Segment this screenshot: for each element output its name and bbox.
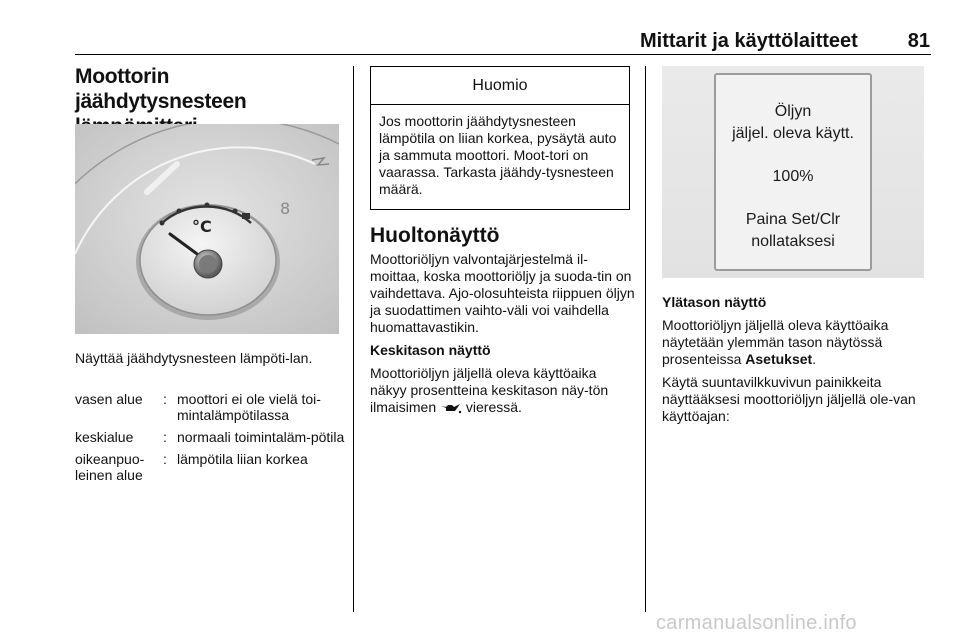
definition-separator: : [163, 429, 167, 445]
gauge-intro-text: Näyttää jäähdytysnesteen lämpöti-lan. [75, 350, 313, 366]
upper-level-paragraph-2: Käytä suuntavilkkuvivun painikkeita näyttääksesi moottoriöljyn jäljellä ole-van käyttöajan: [662, 374, 916, 424]
section-title-coolant-gauge: Moottorin jäähdytysnesteen [75, 65, 247, 113]
display-line-2: jäljel. oleva käytt. [732, 125, 854, 142]
mid-level-paragraph [370, 365, 636, 418]
gauge-unit-label: °C [192, 217, 212, 236]
watermark: carmanualsonline.info [656, 612, 857, 634]
definition-row [75, 429, 345, 445]
definition-term: keskialue [75, 429, 134, 445]
service-intro-paragraph: Moottoriöljyn valvontajärjestelmä il-moittaa, koska moottoriöljy ja suoda-tin on vaihdettava. Ajo-olosuhteista riippuen öljyn ja suodattimen vaihto-väli voi vaihdella huomattavastikin. [370, 251, 635, 335]
column-divider-1 [353, 66, 354, 612]
page-header-title: Mittarit ja käyttölaitteet [640, 30, 858, 52]
mid-level-text-before: Moottoriöljyn jäljellä oleva käyttöaika näkyy prosentteina keskitason näy-tön ilmaisimen [370, 365, 609, 415]
column-divider-2 [645, 66, 646, 612]
settings-term: Asetukset [745, 351, 813, 367]
service-display-text [370, 251, 636, 418]
definition-separator: : [163, 451, 167, 467]
oil-can-icon [440, 401, 462, 418]
upper-level-display-figure [662, 66, 924, 278]
upper-level-text-before: Moottoriöljyn jäljellä oleva käyttöaika näytetään ylemmän tason näytössä prosenteissa [662, 317, 889, 367]
notice-box [370, 66, 630, 210]
header-rule [75, 54, 931, 55]
mid-level-text-after: vieressä. [465, 399, 522, 415]
coolant-gauge-illustration [75, 124, 339, 334]
definition-desc: lämpötila liian korkea [177, 451, 308, 467]
definition-row [75, 451, 345, 483]
display-panel [714, 73, 872, 271]
definition-desc: moottori ei ole vielä toi-mintalämpötilassa [177, 391, 321, 423]
definition-desc: normaali toimintaläm-pötila [177, 429, 345, 445]
notice-title: Huomio [371, 67, 629, 105]
mid-level-heading: Keskitason näyttö [370, 342, 491, 358]
definition-term: oikeanpuo-leinen alue [75, 451, 145, 483]
section-title-service-display: Huoltonäyttö [370, 224, 500, 247]
display-line-4: Paina Set/Clr [745, 211, 841, 228]
upper-level-text-after: . [812, 351, 817, 367]
upper-level-heading: Ylätason näyttö [662, 294, 767, 310]
page-number: 81 [907, 30, 930, 52]
upper-level-paragraph [662, 317, 927, 368]
upper-level-text [662, 294, 927, 425]
gauge-zone-definitions [75, 391, 345, 489]
notice-body: Jos moottorin jäähdytysnesteen lämpötila on liian korkea, pysäytä auto ja sammuta moottori. Moot-tori on vaarassa. Tarkasta jäähdy-tysnesteen määrä. [379, 113, 617, 197]
display-line-5: nollataksesi [751, 233, 835, 250]
display-percent: 100% [772, 168, 814, 185]
definition-row [75, 391, 345, 423]
definition-separator: : [163, 391, 167, 407]
display-line-1: Öljyn [774, 103, 812, 120]
svg-text:8: 8 [280, 199, 291, 218]
definition-term: vasen alue [75, 391, 143, 407]
coolant-gauge-figure [75, 124, 339, 334]
